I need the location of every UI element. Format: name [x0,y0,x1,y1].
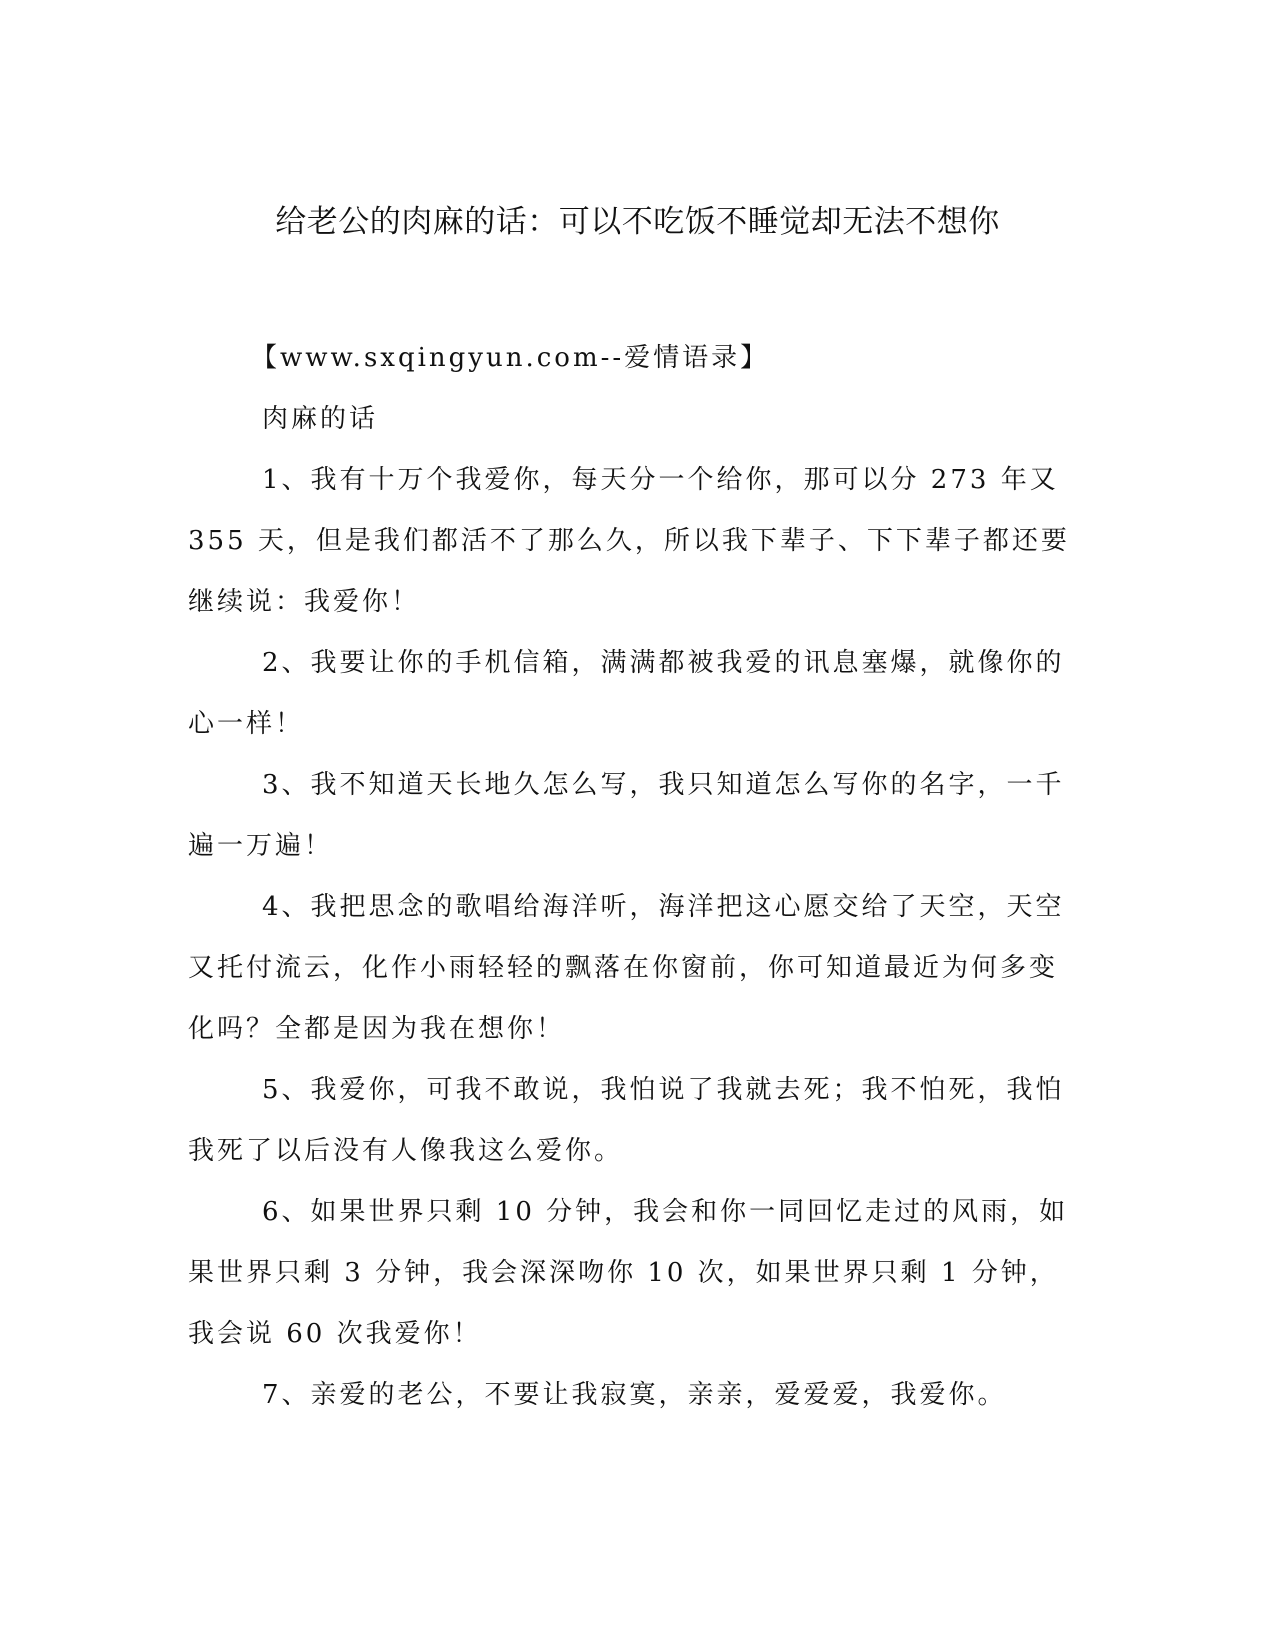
paragraph-6: 6、如果世界只剩 10 分钟，我会和你一同回忆走过的风雨，如果世界只剩 3 分钟，我会深深吻你 10 次，如果世界只剩 1 分钟，我会说 60 次我爱你！ [188,1197,1069,1349]
section-heading: 肉麻的话 [262,404,379,434]
document-title: 给老公的肉麻的话：可以不吃饭不睡觉却无法不想你 [275,204,1000,240]
paragraph-7: 7、亲爱的老公，不要让我寂寞，亲亲，爱爱爱，我爱你。 [262,1380,1007,1410]
paragraph-5: 5、我爱你，可我不敢说，我怕说了我就去死；我不怕死，我怕我死了以后没有人像我这么爱你。 [188,1075,1065,1166]
source-line: 【www.sxqingyun.com--爱情语录】 [251,343,770,373]
paragraph-4: 4、我把思念的歌唱给海洋听，海洋把这心愿交给了天空，天空又托付流云，化作小雨轻轻的飘落在你窗前，你可知道最近为何多变化吗？全都是因为我在想你！ [188,892,1065,1044]
paragraph-1: 1、我有十万个我爱你，每天分一个给你，那可以分 273 年又 355 天，但是我们都活不了那么久，所以我下辈子、下下辈子都还要继续说：我爱你！ [188,465,1070,617]
paragraph-2: 2、我要让你的手机信箱，满满都被我爱的讯息塞爆，就像你的心一样！ [188,648,1065,739]
document-body [188,328,1078,1426]
paragraph-3: 3、我不知道天长地久怎么写，我只知道怎么写你的名字，一千遍一万遍！ [188,770,1065,861]
